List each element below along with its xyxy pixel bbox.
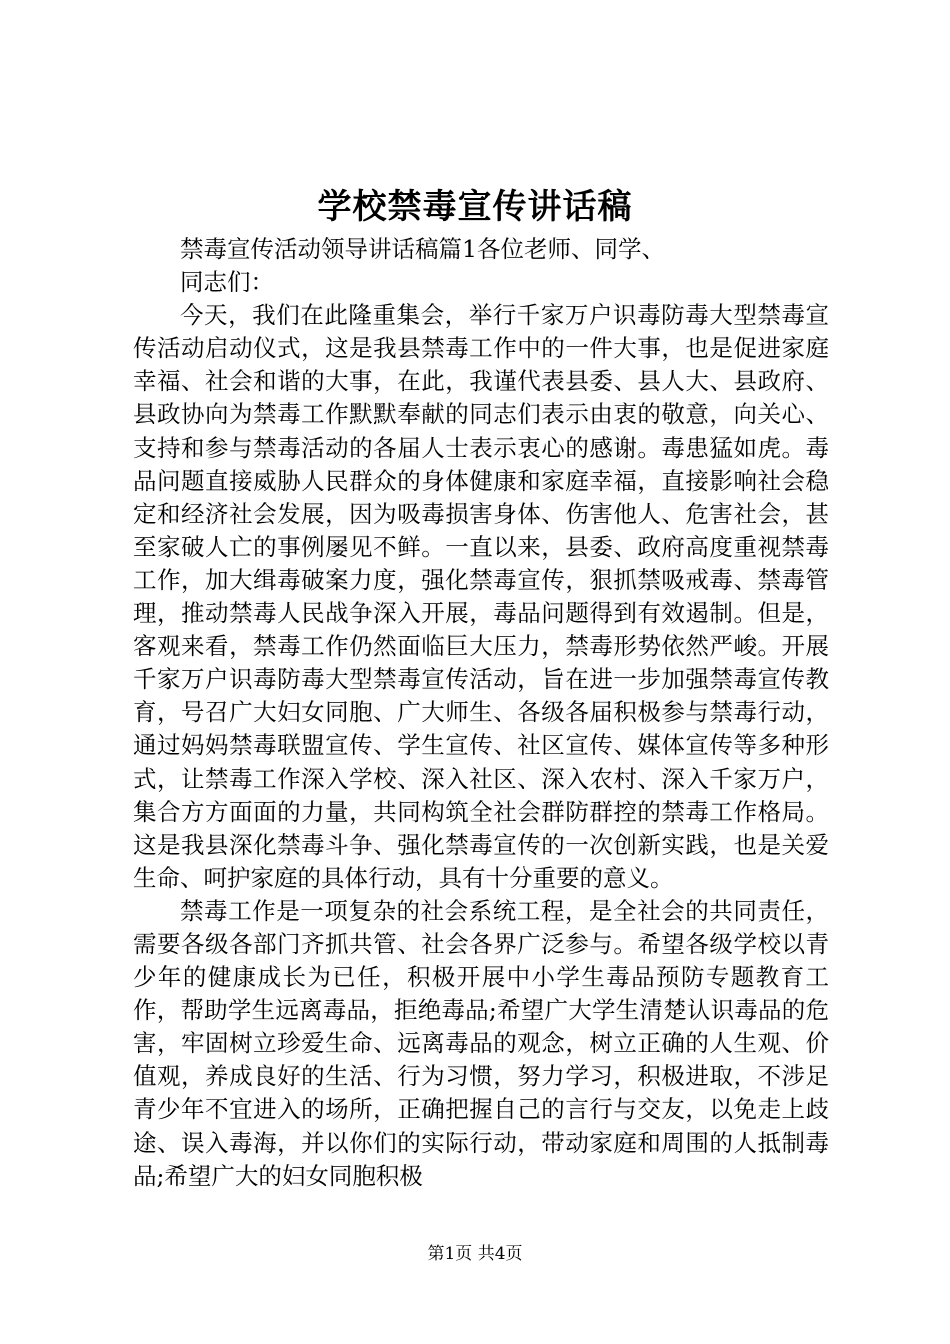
paragraph-responsibility: 禁毒工作是一项复杂的社会系统工程，是全社会的共同责任，需要各级各部门齐抓共管、社会各界广泛参与。希望各级学校以青少年的健康成长为已任，积极开展中小学生毒品预防专题教育工作，帮助学生远离毒品，拒绝毒品;希望广大学生清楚认识毒品的危害，牢固树立珍爱生命、远离毒品的观念，树立正确的人生观、价值观，养成良好的生活、行为习惯，努力学习，积极进取，不涉足青少年不宜进入的场所，正确把握自己的言行与交友，以免走上歧途、误入毒海，并以你们的实际行动，带动家庭和周围的人抵制毒品;希望广大的妇女同胞积极 xyxy=(133,896,829,1190)
paragraph-salutation: 同志们： xyxy=(180,268,274,297)
document-title: 学校禁毒宣传讲话稿 xyxy=(317,187,633,227)
document-body xyxy=(133,233,829,1193)
page-number-footer: 第1页 共4页 xyxy=(427,1244,523,1264)
paragraph-intro: 禁毒宣传活动领导讲话稿篇1各位老师、同学、 xyxy=(180,235,665,263)
paragraph-opening: 今天，我们在此隆重集会，举行千家万户识毒防毒大型禁毒宣传活动启动仪式，这是我县禁毒工作中的一件大事，也是促进家庭幸福、社会和谐的大事，在此，我谨代表县委、县人大、县政府、县政协向为禁毒工作默默奉献的同志们表示由衷的敬意，向关心、支持和参与禁毒活动的各届人士表示衷心的感谢。毒患猛如虎。毒品问题直接威胁人民群众的身体健康和家庭幸福，直接影响社会稳定和经济社会发展，因为吸毒损害身体、伤害他人、危害社会，甚至家破人亡的事例屡见不鲜。一直以来，县委、政府高度重视禁毒工作，加大缉毒破案力度，强化禁毒宣传，狠抓禁吸戒毒、禁毒管理，推动禁毒人民战争深入开展，毒品问题得到有效遏制。但是，客观来看，禁毒工作仍然面临巨大压力，禁毒形势依然严峻。开展千家万户识毒防毒大型禁毒宣传活动，旨在进一步加强禁毒宣传教育，号召广大妇女同胞、广大师生、各级各届积极参与禁毒行动，通过妈妈禁毒联盟宣传、学生宣传、社区宣传、媒体宣传等多种形式，让禁毒工作深入学校、深入社区、深入农村、深入千家万户，集合方方面面的力量，共同构筑全社会群防群控的禁毒工作格局。这是我县深化禁毒斗争、强化禁毒宣传的一次创新实践，也是关爱生命、呵护家庭的具体行动，具有十分重要的意义。 xyxy=(133,301,829,892)
